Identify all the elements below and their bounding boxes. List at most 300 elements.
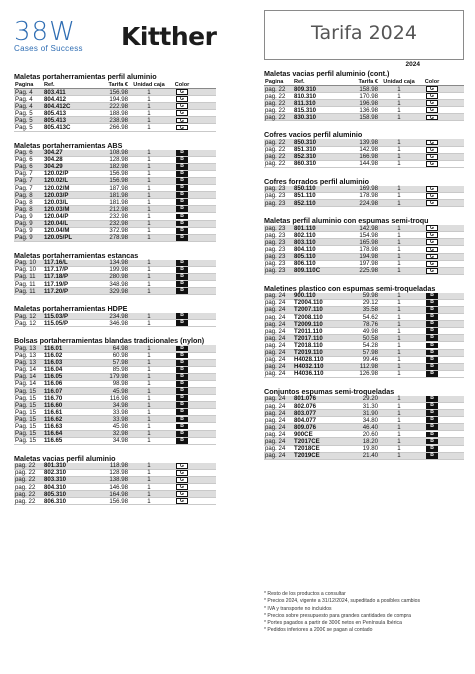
cell-price: 45.98 — [112, 422, 128, 430]
table-row — [264, 114, 464, 121]
cell-ref: 900CE — [294, 430, 313, 438]
cell-ref: T2008.110 — [294, 313, 323, 321]
cell-pagina: pag. 24 — [265, 363, 286, 371]
cell-units: 1 — [147, 273, 151, 281]
color-badge: G — [176, 110, 188, 116]
year-heading: 2024 — [405, 61, 420, 68]
cell-ref: 801.076 — [294, 395, 317, 403]
cell-price: 232.98 — [109, 212, 128, 220]
cell-price: 194.98 — [359, 253, 378, 260]
cell-pagina: Pag. 13 — [15, 359, 37, 367]
footnote: * Resto de los productos a consultar — [264, 591, 346, 597]
cell-pagina: pag. 23 — [265, 192, 286, 200]
cell-price: 35.58 — [362, 306, 378, 314]
cell-price: 144.98 — [359, 160, 378, 168]
color-badge: B — [426, 343, 438, 349]
cell-units: 1 — [147, 198, 151, 206]
cell-price: 34.80 — [362, 416, 378, 424]
cell-pagina: pag. 24 — [265, 313, 286, 321]
cell-price: 196.98 — [359, 99, 378, 107]
color-badge: B — [176, 438, 188, 444]
section-title: Maletas vacias perfil aluminio (cont.) — [264, 69, 390, 78]
cell-units: 1 — [147, 266, 151, 274]
color-badge: G — [426, 154, 438, 160]
cell-ref: T2017CE — [294, 437, 320, 445]
cell-color — [170, 192, 194, 198]
cell-pagina: pag. 22 — [265, 106, 286, 114]
color-badge: G — [426, 261, 438, 267]
cell-price: 280.98 — [109, 273, 128, 281]
cell-ref: 116.60 — [44, 401, 63, 409]
color-badge: B — [176, 214, 188, 220]
spacer — [264, 207, 464, 216]
cell-units: 1 — [147, 116, 151, 124]
cell-ref: 805.413 — [44, 116, 67, 124]
cell-ref: 809.310 — [294, 85, 317, 93]
cell-pagina: pag. 23 — [265, 185, 286, 193]
col-ref: Ref. — [294, 79, 305, 85]
cell-ref: 852.110 — [294, 199, 316, 207]
cell-units: 1 — [397, 292, 401, 300]
cell-ref: 120.03/L — [44, 198, 69, 206]
cell-units: 1 — [397, 160, 401, 168]
color-badge: G — [426, 161, 438, 167]
cell-ref: 802.076 — [294, 402, 317, 410]
cell-pagina: pag. 22 — [265, 160, 286, 168]
cell-color — [170, 367, 194, 373]
cell-ref: 116.63 — [44, 422, 63, 430]
cell-price: 33.98 — [112, 408, 128, 416]
color-badge: G — [426, 254, 438, 260]
cell-units: 1 — [147, 227, 151, 235]
cell-price: 134.98 — [109, 259, 128, 267]
color-badge: B — [426, 439, 438, 445]
cell-price: 32.98 — [112, 430, 128, 438]
cell-units: 1 — [397, 92, 401, 100]
cell-pagina: pag. 22 — [265, 153, 286, 161]
cell-units: 1 — [397, 437, 401, 445]
cell-color — [420, 446, 444, 452]
footnote: * Precios sobre presupuesto para grandes cantidades de compra — [264, 612, 411, 619]
section-title: Maletas perfil aluminio con espumas semi-troqu — [264, 216, 429, 226]
cell-pagina: pag. 22 — [15, 476, 36, 484]
cell-color — [170, 185, 194, 191]
cell-price: 128.98 — [109, 156, 128, 164]
color-badge: B — [426, 424, 438, 430]
color-badge: G — [426, 200, 438, 206]
color-badge: B — [426, 321, 438, 327]
cell-pagina: pag. 23 — [265, 231, 286, 239]
cell-pagina: pag. 24 — [265, 334, 286, 342]
section-title: Maletas portaherramientas HDPE — [14, 304, 128, 314]
cell-pagina: pag. 22 — [15, 469, 36, 477]
section-title: Cofres forrados perfil aluminio — [264, 176, 370, 186]
cell-color — [420, 186, 444, 192]
cell-color — [170, 417, 194, 423]
cell-pagina: Pag. 5 — [15, 109, 33, 117]
cell-ref: T2004.110 — [294, 299, 323, 307]
cell-pagina: pag. 23 — [265, 199, 286, 207]
cell-units: 1 — [397, 430, 401, 438]
cell-ref: 116.65 — [44, 437, 63, 445]
table-row — [264, 200, 464, 207]
cell-ref: 852.310 — [294, 153, 317, 161]
cell-pagina: Pag. 5 — [15, 116, 33, 124]
cell-ref: 304.28 — [44, 156, 63, 164]
logo-text: 38W — [14, 17, 76, 47]
section-title: Maletines plastico con espumas semi-troqueladas — [264, 283, 436, 293]
cell-price: 199.98 — [109, 266, 128, 274]
cell-price: 136.98 — [359, 106, 378, 114]
color-badge: G — [426, 93, 438, 99]
color-badge: G — [176, 125, 188, 131]
cell-price: 139.98 — [359, 138, 378, 146]
price-section — [14, 304, 216, 327]
section-title: Maletas vacias perfil aluminio — [14, 453, 116, 463]
cell-price: 98.98 — [112, 380, 128, 388]
cell-units: 1 — [147, 149, 151, 157]
price-section — [264, 284, 464, 378]
cell-price: 222.98 — [109, 102, 128, 110]
cell-price: 154.98 — [359, 231, 378, 239]
cell-price: 158.98 — [359, 113, 378, 121]
cell-color — [170, 199, 194, 205]
cell-units: 1 — [397, 327, 401, 335]
cell-units: 1 — [147, 437, 151, 445]
cell-units: 1 — [397, 445, 401, 453]
color-badge: G — [426, 193, 438, 199]
cell-ref: 806.310 — [44, 497, 67, 505]
cell-color — [420, 410, 444, 416]
cell-units: 1 — [147, 205, 151, 213]
table-row — [264, 268, 464, 275]
cell-ref: 805.413 — [44, 109, 67, 117]
cell-pagina: Pag. 7 — [15, 170, 33, 178]
cell-ref: 802.310 — [44, 469, 67, 477]
cell-color — [170, 360, 194, 366]
cell-pagina: Pag. 7 — [15, 177, 33, 185]
table-row — [14, 438, 216, 445]
cell-pagina: pag. 24 — [265, 356, 286, 364]
cell-price: 166.98 — [359, 153, 378, 161]
color-badge: G — [426, 100, 438, 106]
cell-pagina: Pag. 7 — [15, 184, 33, 192]
price-section — [14, 251, 216, 295]
color-badge: G — [176, 89, 188, 95]
cell-units: 1 — [397, 238, 401, 246]
section-rows — [14, 89, 216, 132]
cell-units: 1 — [397, 231, 401, 239]
cell-units: 1 — [147, 177, 151, 185]
cell-color — [170, 157, 194, 163]
cell-units: 1 — [147, 462, 151, 470]
cell-price: 372.98 — [109, 227, 128, 235]
cell-units: 1 — [397, 423, 401, 431]
cell-color — [170, 395, 194, 401]
cell-color — [170, 470, 194, 476]
color-badge: G — [426, 268, 438, 274]
cell-units: 1 — [397, 356, 401, 364]
cell-units: 1 — [147, 109, 151, 117]
cell-price: 54.62 — [362, 313, 378, 321]
cell-units: 1 — [147, 394, 151, 402]
cell-price: 170.98 — [359, 92, 378, 100]
cell-color — [170, 118, 194, 124]
cell-units: 1 — [397, 113, 401, 121]
cell-color — [420, 200, 444, 206]
cell-ref: 117.18/P — [44, 273, 69, 281]
cell-color — [170, 288, 194, 294]
color-badge: G — [176, 96, 188, 102]
cell-pagina: Pag. 10 — [15, 266, 37, 274]
cell-units: 1 — [147, 422, 151, 430]
cell-price: 179.98 — [109, 373, 128, 381]
color-badge: G — [176, 103, 188, 109]
cell-pagina: pag. 23 — [265, 260, 286, 268]
cell-pagina: pag. 24 — [265, 320, 286, 328]
price-section — [14, 336, 216, 444]
cell-pagina: Pag. 15 — [15, 387, 37, 395]
cell-price: 156.98 — [109, 170, 128, 178]
cell-ref: 830.310 — [294, 113, 317, 121]
cell-pagina: Pag. 15 — [15, 394, 37, 402]
cell-pagina: Pag. 13 — [15, 352, 37, 360]
cell-pagina: Pag. 15 — [15, 415, 37, 423]
cell-units: 1 — [147, 191, 151, 199]
cell-ref: T2007.110 — [294, 306, 323, 314]
cell-ref: 116.62 — [44, 415, 63, 423]
cell-color — [170, 431, 194, 437]
cell-ref: 116.04 — [44, 366, 63, 374]
cell-color — [170, 498, 194, 504]
cell-pagina: Pag. 6 — [15, 156, 33, 164]
color-badge: B — [176, 185, 188, 191]
color-badge: B — [426, 314, 438, 320]
cell-pagina: Pag. 4 — [15, 88, 33, 96]
cell-ref: 116.05 — [44, 373, 63, 381]
cell-color — [170, 150, 194, 156]
cell-ref: 851.110 — [294, 192, 316, 200]
cell-units: 1 — [397, 320, 401, 328]
cell-ref: 804.077 — [294, 416, 317, 424]
section-title: Maletas portaherramientas perfil aluminio — [14, 72, 157, 81]
cell-ref: 805.413C — [44, 123, 71, 131]
cell-price: 50.58 — [362, 334, 378, 342]
cell-color — [170, 388, 194, 394]
cell-pagina: Pag. 8 — [15, 198, 33, 206]
color-badge: B — [176, 409, 188, 415]
color-badge: B — [176, 367, 188, 373]
cell-units: 1 — [397, 253, 401, 260]
cell-pagina: pag. 22 — [15, 490, 36, 498]
footnote: * Portes pagados a partir de 300€ netos en Península Ibérica — [264, 620, 402, 627]
cell-units: 1 — [147, 184, 151, 192]
cell-units: 1 — [147, 352, 151, 360]
cell-units: 1 — [397, 267, 401, 275]
cell-units: 1 — [397, 153, 401, 161]
cell-pagina: Pag. 4 — [15, 95, 33, 103]
section-title: Maletas portaherramientas ABS — [14, 140, 123, 150]
cell-units: 1 — [397, 245, 401, 253]
section-title: Bolsas portaherramientas blandas tradicionales (nylon) — [14, 336, 205, 346]
cell-pagina: Pag. 15 — [15, 401, 37, 409]
cell-pagina: Pag. 15 — [15, 430, 37, 438]
cell-ref: 120.04/L — [44, 220, 69, 227]
cell-price: 33.98 — [112, 415, 128, 423]
footnote: * IVA y transporte no incluidos — [264, 605, 332, 612]
col-tarifa: Tarifa € — [108, 82, 128, 88]
cell-price: 49.98 — [362, 327, 378, 335]
table-row — [264, 371, 464, 378]
section-rows — [264, 225, 464, 275]
cell-price: 34.98 — [112, 401, 128, 409]
table-row — [14, 320, 216, 327]
cell-pagina: pag. 24 — [265, 341, 286, 349]
cell-color — [420, 343, 444, 349]
price-section — [14, 141, 216, 242]
color-badge: B — [426, 453, 438, 459]
color-badge: G — [426, 225, 438, 231]
section-rows — [264, 186, 464, 207]
cell-pagina: pag. 24 — [265, 409, 286, 417]
cell-pagina: Pag. 8 — [15, 205, 33, 213]
cell-color — [420, 439, 444, 445]
cell-price: 156.98 — [109, 177, 128, 185]
color-badge: G — [426, 140, 438, 146]
color-badge: B — [176, 388, 188, 394]
cell-units: 1 — [397, 452, 401, 460]
color-badge: G — [176, 477, 188, 483]
cell-price: 234.98 — [109, 312, 128, 320]
cell-price: 212.98 — [109, 205, 128, 213]
color-badge: B — [176, 281, 188, 287]
cell-units: 1 — [397, 313, 401, 321]
cell-ref: 805.310 — [44, 490, 67, 498]
footnote: * Pedidos inferiores a 200€ se pagan al contado — [264, 627, 373, 634]
color-badge: G — [176, 498, 188, 504]
cell-ref: 900.110 — [294, 292, 316, 300]
cell-price: 158.98 — [359, 85, 378, 93]
cell-color — [170, 477, 194, 483]
cell-pagina: pag. 23 — [265, 238, 286, 246]
section-rows — [14, 463, 216, 506]
cell-price: 60.98 — [112, 352, 128, 360]
cell-color — [170, 463, 194, 469]
cell-price: 178.98 — [359, 192, 378, 200]
cell-pagina: Pag. 15 — [15, 437, 37, 445]
cell-price: 64.98 — [112, 344, 128, 352]
cell-units: 1 — [397, 334, 401, 342]
color-badge: B — [176, 150, 188, 156]
cell-price: 21.40 — [362, 452, 378, 460]
cell-price: 197.98 — [359, 260, 378, 268]
cell-color — [420, 154, 444, 160]
cell-price: 46.40 — [362, 423, 378, 431]
color-badge: B — [176, 221, 188, 227]
cell-color — [420, 247, 444, 253]
cell-pagina: pag. 22 — [265, 99, 286, 107]
cell-units: 1 — [147, 387, 151, 395]
cell-price: 348.98 — [109, 280, 128, 288]
cell-units: 1 — [147, 430, 151, 438]
cell-ref: 860.310 — [294, 160, 317, 168]
price-section — [264, 130, 464, 167]
cell-units: 1 — [147, 163, 151, 171]
cell-color — [420, 100, 444, 106]
cell-pagina: pag. 23 — [265, 253, 286, 260]
cell-units: 1 — [397, 185, 401, 193]
cell-units: 1 — [147, 490, 151, 498]
color-badge: B — [426, 293, 438, 299]
cell-price: 165.98 — [359, 238, 378, 246]
cell-color — [170, 178, 194, 184]
cell-units: 1 — [397, 146, 401, 154]
cell-units: 1 — [147, 401, 151, 409]
cell-price: 138.98 — [109, 476, 128, 484]
cell-ref: T2019.110 — [294, 349, 323, 357]
cell-ref: 304.29 — [44, 163, 63, 171]
cell-pagina: pag. 22 — [265, 146, 286, 154]
cell-units: 1 — [397, 341, 401, 349]
cell-ref: T2011.110 — [294, 327, 323, 335]
col-ref: Ref. — [44, 82, 55, 88]
cell-ref: 116.02 — [44, 352, 63, 360]
cell-ref: 120.05/PL — [44, 234, 73, 242]
cell-pagina: pag. 23 — [265, 267, 286, 275]
cell-color — [170, 274, 194, 280]
cell-units: 1 — [397, 99, 401, 107]
cell-price: 164.98 — [109, 490, 128, 498]
cell-units: 1 — [397, 349, 401, 357]
cell-units: 1 — [147, 344, 151, 352]
cell-pagina: pag. 24 — [265, 430, 286, 438]
section-rows — [14, 345, 216, 444]
cell-ref: 116.01 — [44, 344, 63, 352]
section-rows — [264, 396, 464, 460]
cell-color — [170, 491, 194, 497]
cell-units: 1 — [147, 359, 151, 367]
cell-color — [170, 353, 194, 359]
cell-ref: 850.110 — [294, 185, 316, 193]
cell-ref: 804.310 — [44, 483, 67, 491]
cell-price: 118.98 — [109, 462, 128, 470]
price-section — [14, 454, 216, 506]
cell-units: 1 — [397, 306, 401, 314]
cell-color — [420, 261, 444, 267]
cell-price: 224.98 — [359, 199, 378, 207]
color-badge: G — [426, 147, 438, 153]
cell-color — [170, 320, 194, 326]
cell-color — [420, 107, 444, 113]
cell-price: 142.98 — [359, 146, 378, 154]
cell-price: 169.98 — [359, 185, 378, 193]
table-row — [264, 453, 464, 460]
cell-color — [420, 335, 444, 341]
price-section — [264, 177, 464, 207]
cell-ref: 805.110 — [294, 253, 316, 260]
color-badge: G — [426, 107, 438, 113]
cell-price: 31.30 — [362, 402, 378, 410]
cell-pagina: Pag. 11 — [15, 280, 36, 288]
table-row — [14, 288, 216, 295]
color-badge: B — [426, 403, 438, 409]
cell-ref: 116.03 — [44, 359, 63, 367]
cell-ref: T2017.110 — [294, 334, 323, 342]
cell-pagina: Pag. 14 — [15, 373, 37, 381]
cell-pagina: pag. 24 — [265, 437, 286, 445]
cell-units: 1 — [397, 85, 401, 93]
cell-units: 1 — [147, 88, 151, 96]
